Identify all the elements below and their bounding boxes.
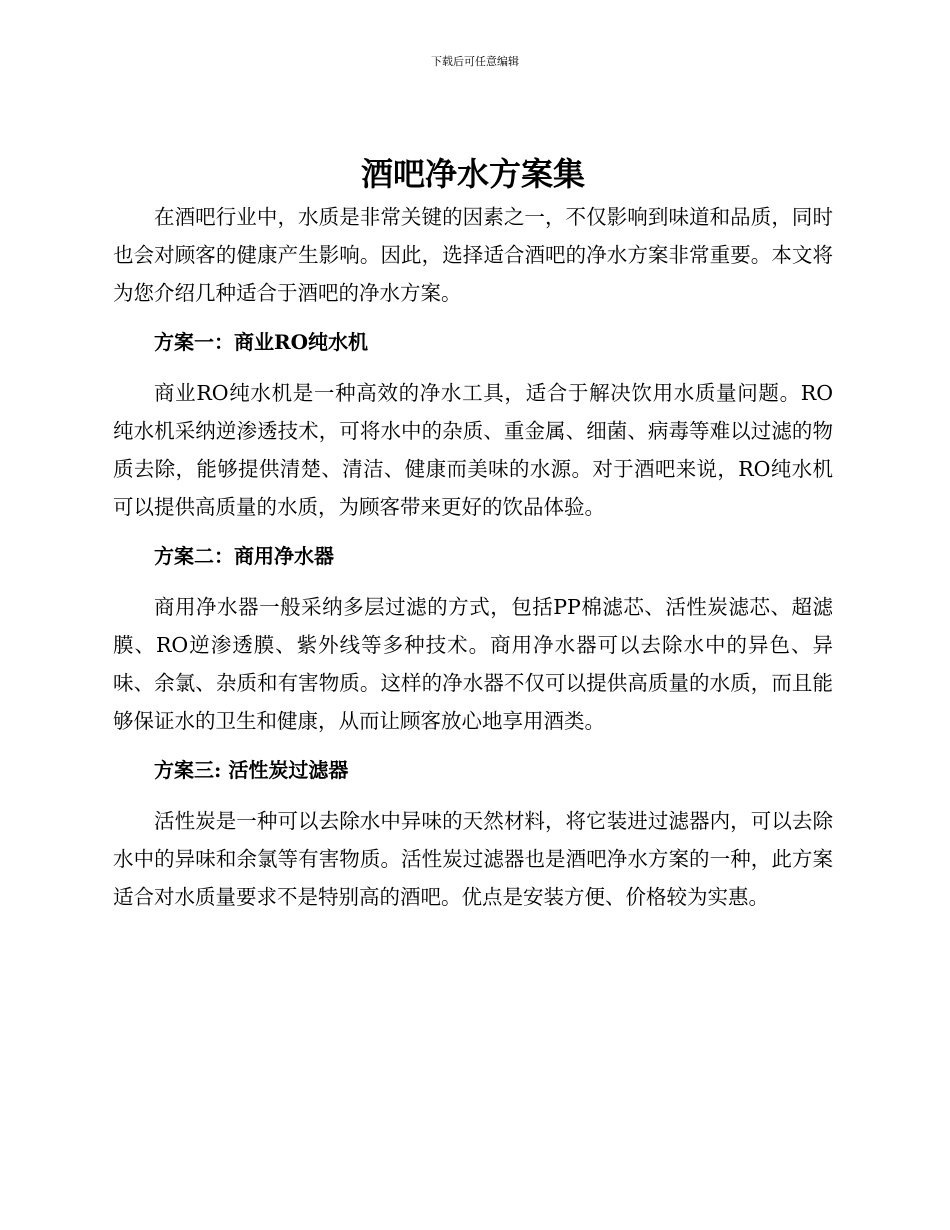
section-heading-3: 方案三: 活性炭过滤器: [154, 758, 349, 782]
document-body: [113, 150, 833, 916]
spacer: [113, 312, 833, 322]
document-title: 酒吧净水方案集: [360, 155, 585, 193]
section-body-2: 商用净水器一般采纳多层过滤的方式，包括PP棉滤芯、活性炭滤芯、超滤膜、RO逆渗透膜、紫外线等多种技术。商用净水器可以去除水中的异色、异味、余氯、杂质和有害物质。这样的净水器不仅可以提供高质量的水质，而且能够保证水的卫生和健康，从而让顾客放心地享用酒类。: [113, 595, 833, 733]
section-heading-2: 方案二：商用净水器: [154, 544, 334, 568]
spacer: [113, 790, 833, 802]
section-heading-1: 方案一：商业RO纯水机: [154, 330, 369, 354]
spacer: [113, 362, 833, 374]
section-body-1: 商业RO纯水机是一种高效的净水工具，适合于解决饮用水质量问题。RO纯水机采纳逆渗透技术，可将水中的杂质、重金属、细菌、病毒等难以过滤的物质去除，能够提供清楚、清洁、健康而美味的水源。对于酒吧来说，RO纯水机可以提供高质量的水质，为顾客带来更好的饮品体验。: [113, 381, 833, 519]
spacer: [113, 576, 833, 588]
page-header-note: 下载后可任意编辑: [431, 55, 519, 68]
spacer: [113, 526, 833, 536]
intro-paragraph: 在酒吧行业中，水质是非常关键的因素之一，不仅影响到味道和品质，同时也会对顾客的健康产生影响。因此，选择适合酒吧的净水方案非常重要。本文将为您介绍几种适合于酒吧的净水方案。: [113, 205, 833, 305]
section-body-3: 活性炭是一种可以去除水中异味的天然材料，将它装进过滤器内，可以去除水中的异味和余氯等有害物质。活性炭过滤器也是酒吧净水方案的一种，此方案适合对水质量要求不是特别高的酒吧。优点是安装方便、价格较为实惠。: [113, 809, 833, 909]
spacer: [113, 740, 833, 750]
